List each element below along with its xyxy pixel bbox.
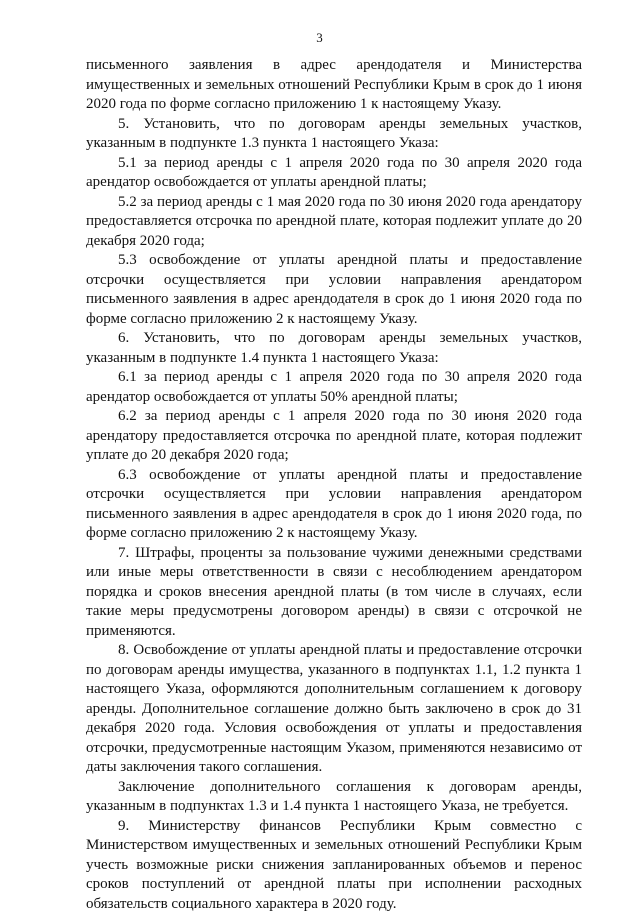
paragraph-item-7: 7. Штрафы, проценты за пользование чужими денежными средствами или иные меры ответственности в связи с несоблюдением арендатором порядка и сроков внесения арендной платы (в том числе в случаях, если такие меры предусмотрены договором аренды) в связи с отсрочкой не применяются. bbox=[86, 544, 582, 642]
paragraph-item-5: 5. Установить, что по договорам аренды земельных участков, указанным в подпункте 1.3 пункта 1 настоящего Указа: bbox=[86, 115, 582, 154]
paragraph-item-8-note: Заключение дополнительного соглашения к договорам аренды, указанным в подпунктах 1.3 и 1.4 пункта 1 настоящего Указа, не требуется. bbox=[86, 778, 582, 817]
paragraph-continuation: письменного заявления в адрес арендодателя и Министерства имущественных и земельных отношений Республики Крым в срок до 1 июня 2020 года по форме согласно приложению 1 к настоящему Указу. bbox=[86, 56, 582, 115]
paragraph-item-6-1: 6.1 за период аренды с 1 апреля 2020 года по 30 апреля 2020 года арендатор освобождается от уплаты 50% арендной платы; bbox=[86, 368, 582, 407]
paragraph-item-9: 9. Министерству финансов Республики Крым совместно с Министерством имущественных и земельных отношений Республики Крым учесть возможные риски снижения запланированных объемов и перенос сроков поступлений от арендной платы при исполнении расходных обязательств социального характера в 2020 году. bbox=[86, 817, 582, 914]
paragraph-item-5-3: 5.3 освобождение от уплаты арендной платы и предоставление отсрочки осуществляется при условии направления арендатором письменного заявления в адрес арендодателя в срок до 1 июня 2020 года по форме согласно приложению 2 к настоящему Указу. bbox=[86, 251, 582, 329]
paragraph-item-8: 8. Освобождение от уплаты арендной платы и предоставление отсрочки по договорам аренды имущества, указанного в подпунктах 1.1, 1.2 пункта 1 настоящего Указа, оформляются дополнительным соглашением к договору аренды. Дополнительное соглашение должно быть заключено в срок до 31 декабря 2020 года. Условия освобождения от уплаты и предоставления отсрочки, предусмотренные настоящим Указом, применяются независимо от даты заключения такого соглашения. bbox=[86, 641, 582, 778]
paragraph-item-6-2: 6.2 за период аренды с 1 апреля 2020 года по 30 июня 2020 года арендатору предоставляется отсрочка по арендной плате, которая подлежит уплате до 20 декабря 2020 года; bbox=[86, 407, 582, 466]
paragraph-item-6: 6. Установить, что по договорам аренды земельных участков, указанным в подпункте 1.4 пункта 1 настоящего Указа: bbox=[86, 329, 582, 368]
paragraph-item-5-2: 5.2 за период аренды с 1 мая 2020 года по 30 июня 2020 года арендатору предоставляется отсрочка по арендной плате, которая подлежит уплате до 20 декабря 2020 года; bbox=[86, 193, 582, 252]
page-number: 3 bbox=[0, 30, 639, 46]
document-body bbox=[86, 56, 582, 914]
paragraph-item-6-3: 6.3 освобождение от уплаты арендной платы и предоставление отсрочки осуществляется при условии направления арендатором письменного заявления в адрес арендодателя в срок до 1 июня 2020 года, по форме согласно приложению 2 к настоящему Указу. bbox=[86, 466, 582, 544]
paragraph-item-5-1: 5.1 за период аренды с 1 апреля 2020 года по 30 апреля 2020 года арендатор освобождается от уплаты арендной платы; bbox=[86, 154, 582, 193]
